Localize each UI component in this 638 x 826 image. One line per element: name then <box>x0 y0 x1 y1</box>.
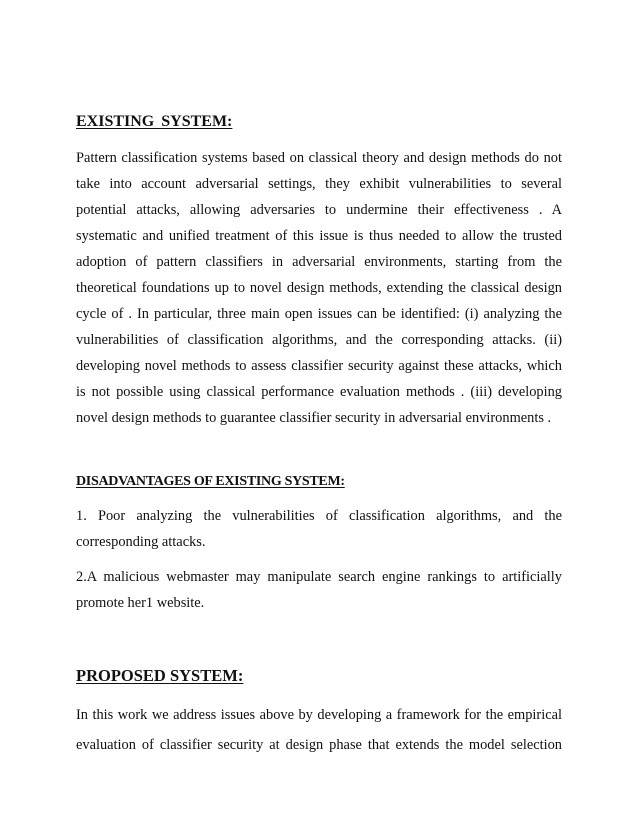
text-line: evaluation of classifier security at design phase that extends the model selection <box>76 737 562 753</box>
existing-system-heading: EXISTING SYSTEM: <box>76 113 233 130</box>
existing-system-paragraph <box>76 145 562 431</box>
text-line: novel design methods to guarantee classifier security in adversarial environments . <box>76 410 552 426</box>
text-line: take into account adversarial settings, they exhibit vulnerabilities to several <box>76 176 562 192</box>
text-line: cycle of . In particular, three main open issues can be identified: (i) analyzing the <box>76 306 562 322</box>
text-line: corresponding attacks. <box>76 534 206 550</box>
text-line: In this work we address issues above by developing a framework for the empirical <box>76 707 562 723</box>
text-line: vulnerabilities of classification algorithms, and the corresponding attacks. (ii) <box>76 332 562 348</box>
text-line: is not possible using classical performance evaluation methods . (iii) developing <box>76 384 562 400</box>
text-line: Pattern classification systems based on classical theory and design methods do not <box>76 150 562 166</box>
text-line: 1. Poor analyzing the vulnerabilities of classification algorithms, and the <box>76 508 562 524</box>
disadvantages-heading: DISADVANTAGES OF EXISTING SYSTEM: <box>76 474 345 489</box>
text-line: systematic and unified treatment of this issue is thus needed to allow the trusted <box>76 228 562 244</box>
text-line: theoretical foundations up to novel design methods, extending the classical design <box>76 280 562 296</box>
text-line: potential attacks, allowing adversaries to undermine their effectiveness . A <box>76 202 562 218</box>
text-line: adoption of pattern classifiers in adversarial environments, starting from the <box>76 254 562 270</box>
disadvantage-item-2 <box>76 564 562 616</box>
text-line: 2.A malicious webmaster may manipulate search engine rankings to artificially <box>76 569 562 585</box>
text-line: promote her1 website. <box>76 595 205 611</box>
text-line: developing novel methods to assess classifier security against these attacks, which <box>76 358 562 374</box>
proposed-system-paragraph <box>76 700 562 760</box>
proposed-system-heading: PROPOSED SYSTEM: <box>76 666 244 685</box>
disadvantage-item-1 <box>76 503 562 555</box>
